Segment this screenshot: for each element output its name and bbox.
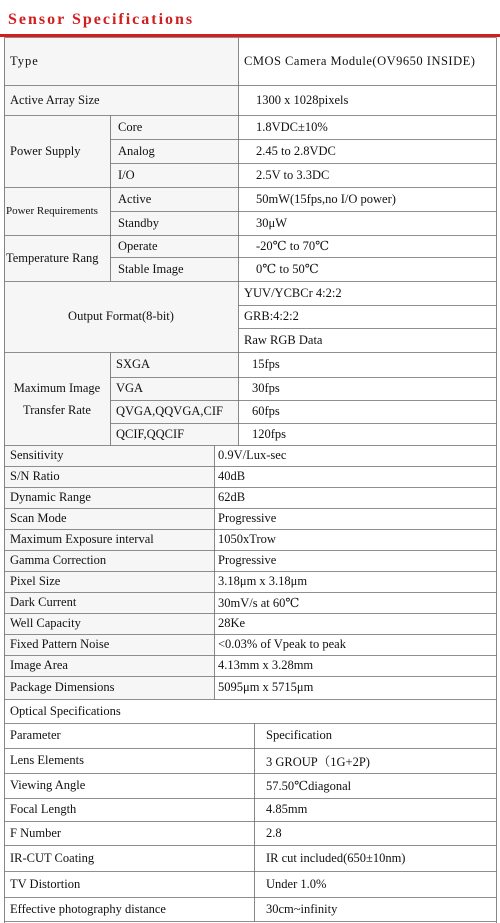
spec-label: Well Capacity: [10, 616, 81, 630]
sub-label: VGA: [116, 381, 144, 395]
spec-value: 30mV/s at 60℃: [218, 595, 300, 610]
spec-label: Dark Current: [10, 595, 77, 609]
sub-label: QVGA,QQVGA,CIF: [116, 404, 223, 418]
spec-value: 1050xTrow: [218, 532, 276, 546]
sub-value: 60fps: [252, 404, 280, 418]
label-power-requirements: Power Requirements: [6, 205, 98, 217]
sub-label: SXGA: [116, 357, 151, 371]
spec-label: Maximum Exposure interval: [10, 532, 154, 546]
sub-value: -20℃ to 70℃: [256, 239, 330, 253]
spec-label: Package Dimensions: [10, 680, 115, 694]
page-title: Sensor Specifications: [8, 11, 195, 28]
sub-label: Operate: [118, 238, 158, 253]
optical-label: TV Distortion: [10, 876, 81, 891]
sub-label: Stable Image: [118, 261, 184, 276]
sub-value: 50mW(15fps,no I/O power): [256, 191, 396, 206]
spec-value: 5095μm x 5715μm: [218, 680, 314, 694]
label-line: Transfer Rate: [23, 402, 91, 417]
optical-label: F Number: [10, 825, 62, 840]
optical-label: Focal Length: [10, 802, 77, 816]
sub-label: Active: [118, 191, 152, 206]
sub-value: 30fps: [252, 381, 280, 395]
output-format-value: GRB:4:2:2: [244, 309, 299, 323]
label-temperature-range: Temperature Rang: [6, 250, 99, 265]
optical-label: Parameter: [10, 728, 61, 742]
sub-value: 2.5V to 3.3DC: [256, 167, 330, 182]
sub-value: 120fps: [252, 426, 287, 441]
optical-label: Lens Elements: [10, 753, 84, 767]
optical-label: Effective photography distance: [10, 901, 166, 916]
sub-label: Core: [118, 119, 143, 134]
label-active-array-size: Active Array Size: [10, 92, 100, 107]
sub-label: Analog: [118, 143, 155, 158]
label-output-format: Output Format(8-bit): [68, 309, 174, 323]
value-type: CMOS Camera Module(OV9650 INSIDE): [244, 53, 476, 68]
spec-label: Scan Mode: [10, 511, 67, 525]
sub-label: I/O: [118, 167, 135, 182]
label-type: Type: [10, 53, 39, 68]
optical-label: IR-CUT Coating: [10, 850, 95, 865]
label-power-supply: Power Supply: [10, 143, 81, 158]
spec-label: Fixed Pattern Noise: [10, 637, 110, 651]
optical-value: Under 1.0%: [266, 876, 327, 891]
spec-value: Progressive: [218, 511, 277, 525]
value-active-array-size: 1300 x 1028pixels: [256, 92, 349, 107]
spec-value: 0.9V/Lux-sec: [218, 448, 287, 462]
sub-value: 0℃ to 50℃: [256, 262, 319, 276]
spec-value: 3.18μm x 3.18μm: [218, 574, 308, 588]
spec-value: 40dB: [218, 469, 246, 483]
optical-value: IR cut included(650±10nm): [266, 850, 406, 865]
optical-value: 2.8: [266, 825, 282, 840]
spec-value: <0.03% of Vpeak to peak: [218, 637, 346, 651]
optical-specifications-heading: Optical Specifications: [10, 703, 121, 718]
output-format-value: Raw RGB Data: [244, 332, 323, 347]
optical-value: 3 GROUP（1G+2P): [266, 754, 370, 769]
output-format-value: YUV/YCBCr 4:2:2: [244, 285, 342, 300]
spec-label: S/N Ratio: [10, 469, 60, 483]
spec-value: 28Ke: [218, 616, 246, 630]
label-line: Maximum Image: [13, 380, 101, 395]
spec-label: Dynamic Range: [10, 490, 91, 504]
spec-label: Sensitivity: [10, 448, 64, 462]
sub-value: 1.8VDC±10%: [256, 119, 328, 134]
optical-value: Specification: [266, 728, 332, 742]
label-max-image-transfer-rate: [4, 352, 110, 445]
sub-value: 30μW: [256, 215, 287, 230]
sub-value: 2.45 to 2.8VDC: [256, 143, 336, 158]
optical-label: Viewing Angle: [10, 778, 86, 792]
spec-value: Progressive: [218, 553, 277, 567]
spec-value: 62dB: [218, 490, 246, 504]
sub-label: QCIF,QQCIF: [116, 426, 185, 441]
spec-value: 4.13mm x 3.28mm: [218, 658, 314, 672]
optical-value: 30cm~infinity: [266, 901, 338, 916]
spec-label: Image Area: [10, 658, 68, 672]
spec-label: Gamma Correction: [10, 553, 107, 567]
sub-label: Standby: [118, 215, 159, 230]
spec-label: Pixel Size: [10, 574, 61, 588]
optical-value: 4.85mm: [266, 802, 308, 816]
optical-value: 57.50℃diagonal: [266, 778, 352, 793]
sub-value: 15fps: [252, 357, 280, 371]
